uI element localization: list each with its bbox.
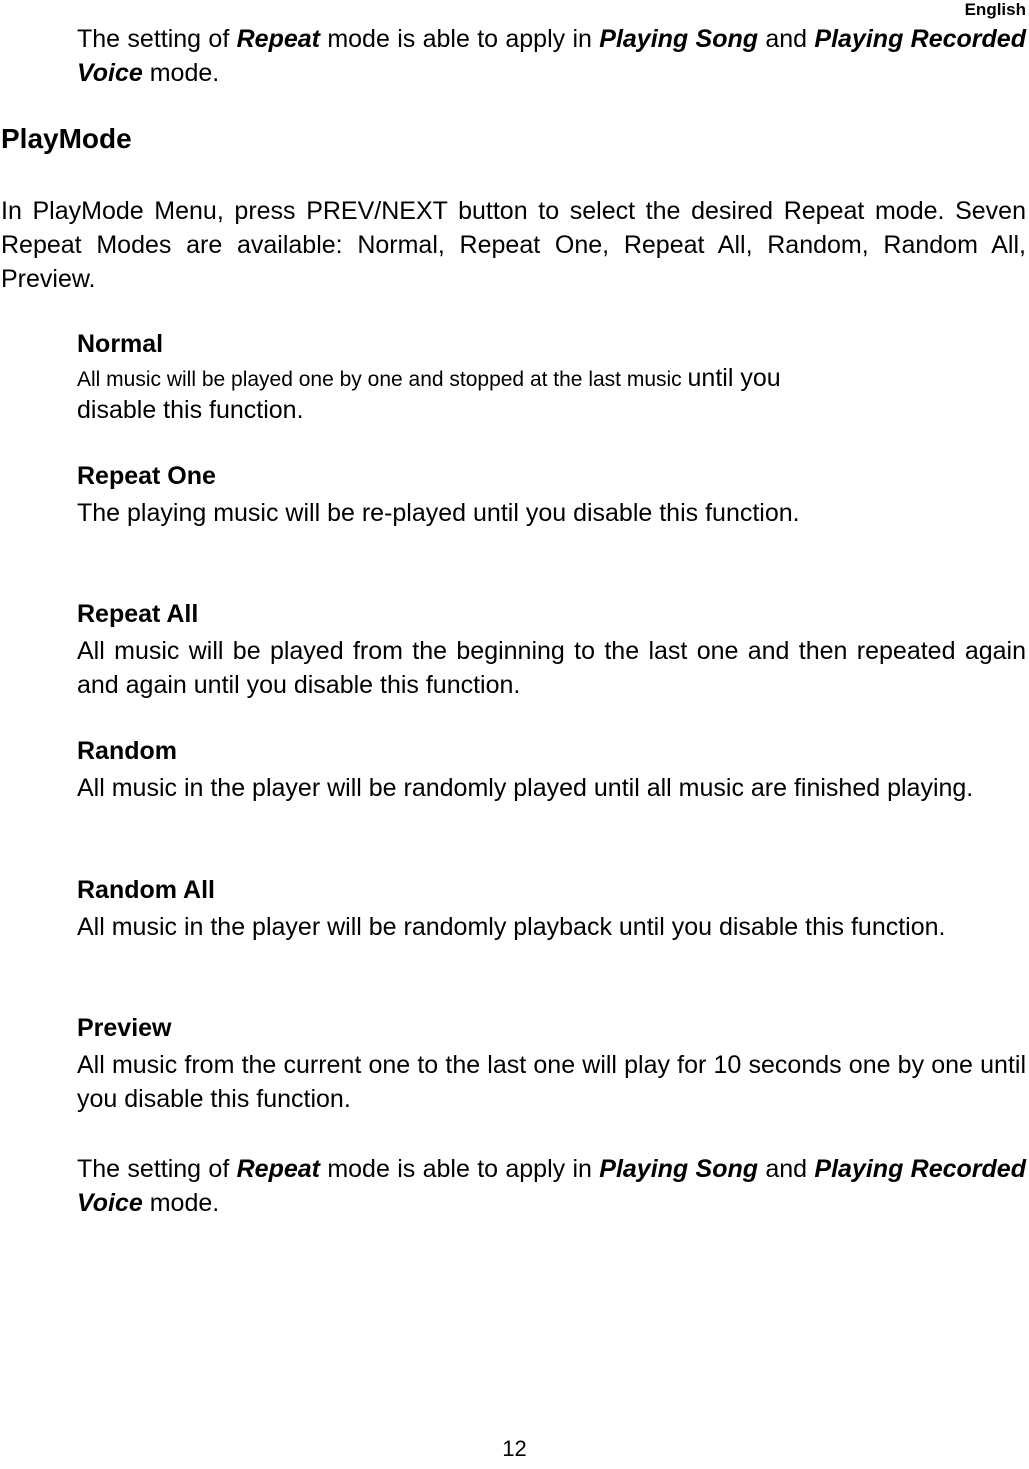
- mode-normal-desc-small-tail: until you: [687, 364, 781, 392]
- mode-random-title: Random: [77, 737, 177, 765]
- bottom-note-playing-song: Playing Song: [599, 1155, 759, 1183]
- mode-repeat-one-title: Repeat One: [77, 462, 216, 490]
- mode-repeat-all-desc: All music will be played from the beginning to the last one and then repeated again and again until you disable this function.: [77, 637, 1026, 699]
- bottom-note-repeat: Repeat: [236, 1155, 320, 1183]
- section-title: PlayMode: [1, 123, 132, 154]
- bottom-note-middle: mode is able to apply in: [319, 1155, 600, 1183]
- mode-random-all-title: Random All: [77, 876, 215, 904]
- mode-repeat-one-desc: The playing music will be re-played until you disable this function.: [77, 499, 800, 527]
- top-note-repeat: Repeat: [236, 25, 320, 53]
- mode-preview-title: Preview: [77, 1014, 172, 1042]
- mode-normal-title: Normal: [77, 330, 164, 358]
- top-note-and: and: [758, 25, 815, 53]
- mode-normal-desc-small: All music will be played one by one and stopped at the last music: [77, 368, 688, 391]
- top-note-playing-recorded-voice: Playing Recorded Voice: [77, 25, 1026, 87]
- section-intro: In PlayMode Menu, press PREV/NEXT button to select the desired Repeat mode. Seven Repeat Modes are available: Normal, Repeat One, Repeat All, Random, Random All, Preview.: [1, 197, 1026, 293]
- bottom-note-suffix: mode.: [142, 1189, 220, 1217]
- bottom-note-prefix: The setting of: [77, 1155, 237, 1183]
- top-note: [77, 22, 1026, 90]
- top-note-middle: mode is able to apply in: [319, 25, 600, 53]
- mode-random-desc: All music in the player will be randomly played until all music are finished playing.: [77, 774, 974, 802]
- mode-repeat-all-title: Repeat All: [77, 600, 199, 628]
- bottom-note: [77, 1152, 1026, 1220]
- top-note-playing-song: Playing Song: [599, 25, 759, 53]
- header-language: English: [964, 0, 1026, 19]
- top-note-suffix: mode.: [142, 59, 220, 87]
- bottom-note-and: and: [758, 1155, 815, 1183]
- bottom-note-playing-recorded-voice: Playing Recorded Voice: [77, 1155, 1026, 1217]
- page-number: 12: [502, 1436, 527, 1461]
- mode-random-all-desc: All music in the player will be randomly playback until you disable this function.: [77, 913, 946, 941]
- mode-normal-desc-line2: disable this function.: [77, 396, 304, 424]
- mode-normal-desc-line1: [77, 364, 781, 394]
- top-note-prefix: The setting of: [77, 25, 237, 53]
- mode-preview-desc: All music from the current one to the last one will play for 10 seconds one by one until you disable this function.: [77, 1051, 1026, 1113]
